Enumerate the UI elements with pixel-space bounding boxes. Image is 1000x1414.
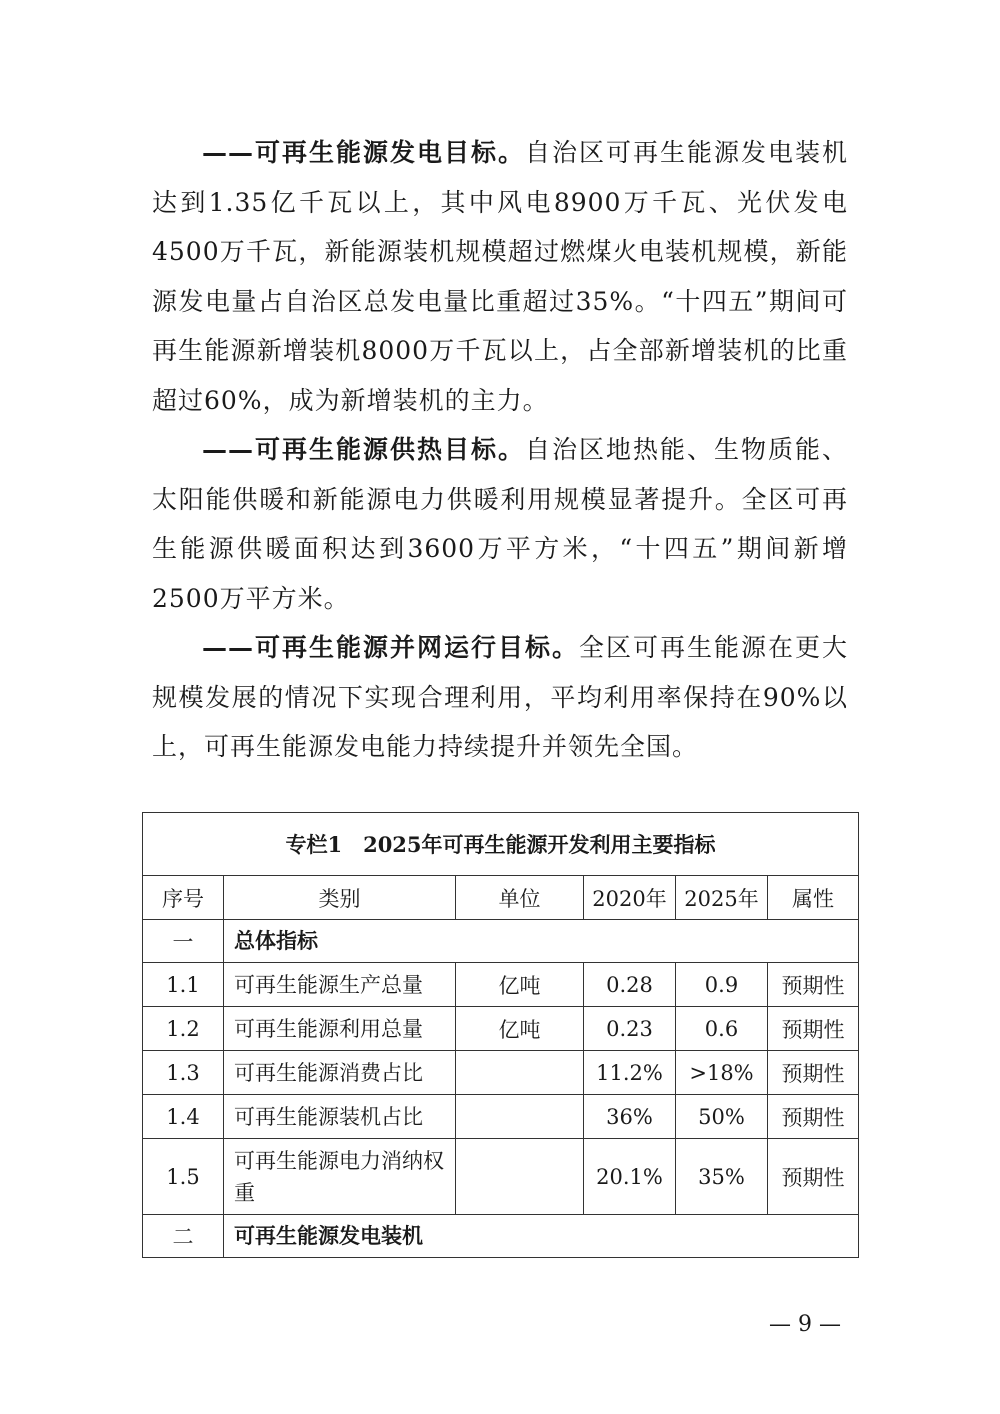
header-category: 类别 xyxy=(224,876,456,920)
cell-attribute: 预期性 xyxy=(768,963,859,1007)
table-row xyxy=(143,1051,859,1095)
indicator-table-box xyxy=(142,812,858,1258)
cell-unit: 亿吨 xyxy=(456,1007,584,1051)
paragraph-heating-target xyxy=(152,425,848,623)
page-number: — 9 — xyxy=(769,1312,841,1337)
paragraph-lead: ——可再生能源供热目标。 xyxy=(202,435,525,464)
cell-unit xyxy=(456,1051,584,1095)
cell-2025: 0.9 xyxy=(676,963,768,1007)
cell-2025: 0.6 xyxy=(676,1007,768,1051)
cell-2020: 0.23 xyxy=(584,1007,676,1051)
body-text xyxy=(152,128,848,772)
cell-attribute: 预期性 xyxy=(768,1139,859,1215)
cell-2025: >18% xyxy=(676,1051,768,1095)
header-2020: 2020年 xyxy=(584,876,676,920)
cell-no: 1.1 xyxy=(143,963,224,1007)
section-row xyxy=(143,1215,859,1258)
cell-unit xyxy=(456,1139,584,1215)
cell-category: 可再生能源利用总量 xyxy=(224,1007,456,1051)
cell-2020: 11.2% xyxy=(584,1051,676,1095)
table-row xyxy=(143,963,859,1007)
table-row xyxy=(143,1139,859,1215)
indicator-table xyxy=(142,812,859,1258)
cell-no: 1.3 xyxy=(143,1051,224,1095)
cell-attribute: 预期性 xyxy=(768,1007,859,1051)
cell-2020: 36% xyxy=(584,1095,676,1139)
cell-2025: 50% xyxy=(676,1095,768,1139)
cell-2020: 20.1% xyxy=(584,1139,676,1215)
header-no: 序号 xyxy=(143,876,224,920)
cell-category: 可再生能源电力消纳权重 xyxy=(224,1139,456,1215)
cell-no: 1.4 xyxy=(143,1095,224,1139)
cell-unit xyxy=(456,1095,584,1139)
table-row xyxy=(143,1095,859,1139)
paragraph-power-target xyxy=(152,128,848,425)
paragraph-text: 自治区可再生能源发电装机达到1.35亿千瓦以上，其中风电8900万千瓦、光伏发电4500万千瓦，新能源装机规模超过燃煤火电装机规模，新能源发电量占自治区总发电量比重超过35%。“十四五”期间可再生能源新增装机8000万千瓦以上，占全部新增装机的比重超过60%，成为新增装机的主力。 xyxy=(152,138,848,415)
cell-no: 1.5 xyxy=(143,1139,224,1215)
cell-category: 可再生能源生产总量 xyxy=(224,963,456,1007)
section-title: 总体指标 xyxy=(224,920,859,963)
cell-2020: 0.28 xyxy=(584,963,676,1007)
cell-2025: 35% xyxy=(676,1139,768,1215)
table-header-row xyxy=(143,876,859,920)
header-attribute: 属性 xyxy=(768,876,859,920)
paragraph-grid-target xyxy=(152,623,848,772)
cell-unit: 亿吨 xyxy=(456,963,584,1007)
cell-no: 1.2 xyxy=(143,1007,224,1051)
table-caption: 专栏1 2025年可再生能源开发利用主要指标 xyxy=(143,813,859,876)
paragraph-text: 自治区地热能、生物质能、太阳能供暖和新能源电力供暖利用规模显著提升。全区可再生能源供暖面积达到3600万平方米，“十四五”期间新增2500万平方米。 xyxy=(152,435,848,613)
cell-category: 可再生能源消费占比 xyxy=(224,1051,456,1095)
paragraph-text: 全区可再生能源在更大规模发展的情况下实现合理利用，平均利用率保持在90%以上，可再生能源发电能力持续提升并领先全国。 xyxy=(152,633,848,761)
cell-attribute: 预期性 xyxy=(768,1051,859,1095)
table-caption-row xyxy=(143,813,859,876)
cell-category: 可再生能源装机占比 xyxy=(224,1095,456,1139)
paragraph-lead: ——可再生能源并网运行目标。 xyxy=(202,633,579,662)
section-no: 二 xyxy=(143,1215,224,1258)
header-unit: 单位 xyxy=(456,876,584,920)
table-row xyxy=(143,1007,859,1051)
section-row xyxy=(143,920,859,963)
section-title: 可再生能源发电装机 xyxy=(224,1215,859,1258)
section-no: 一 xyxy=(143,920,224,963)
header-2025: 2025年 xyxy=(676,876,768,920)
paragraph-lead: ——可再生能源发电目标。 xyxy=(202,138,525,167)
cell-attribute: 预期性 xyxy=(768,1095,859,1139)
